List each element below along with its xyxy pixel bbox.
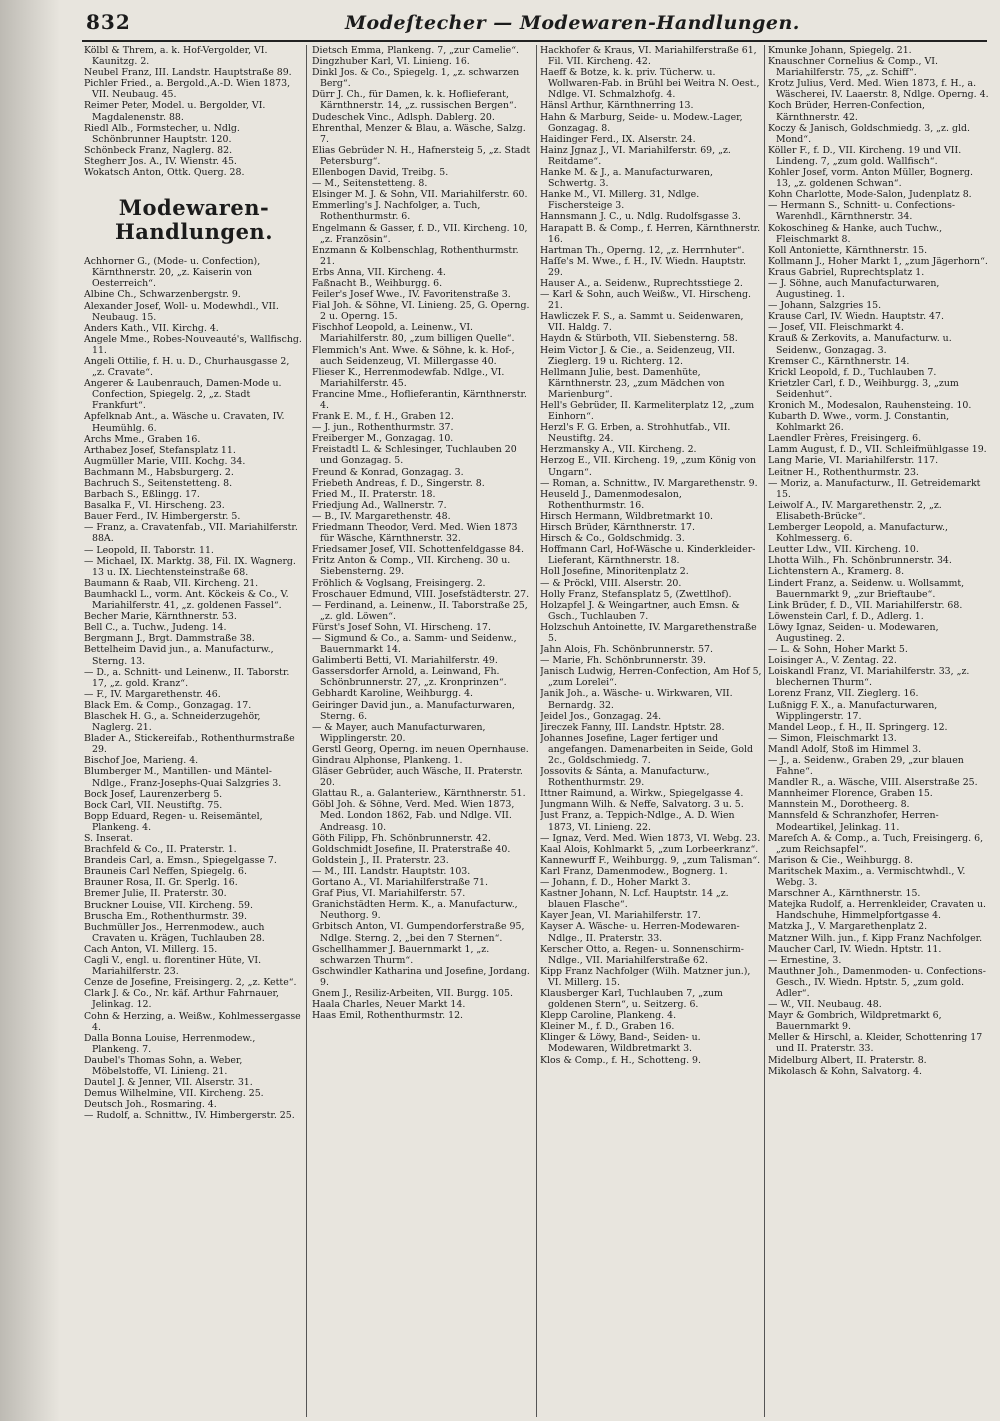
directory-entry: Goldstein J., II. Praterstr. 23. (312, 854, 449, 866)
directory-entry: Ittner Raimund, a. Wirkw., Spiegelgasse 4. (540, 788, 744, 800)
directory-entry: Dinkl Jos. & Co., Spiegelg. 1, „z. schwarzen Berg“. (312, 67, 520, 90)
directory-entry: Gebhardt Karoline, Weihburgg. 4. (312, 688, 474, 700)
directory-entry: — & Mayer, auch Manufacturwaren, Wipplingerstr. 20. (312, 721, 486, 744)
directory-entry: Gassersdorfer Arnold, a. Leinwand, Fh. Schönbrunnerstr. 27, „z. Kronprinzen“. (312, 666, 507, 689)
directory-entry: — Michael, IX. Marktg. 38, Fil. IX. Wagnerg. 13 u. IX. Liechtensteinstraße 68. (84, 555, 296, 578)
directory-entry: Brandeis Carl, a. Emsn., Spiegelgasse 7. (84, 855, 277, 867)
directory-entry: Angeli Ottilie, f. H. u. D., Churhausgasse 2, „z. Cravate“. (84, 355, 290, 379)
directory-entry: Grbitsch Anton, VI. Gumpendorferstraße 95, Ndlge. Sterng. 2, „bei den 7 Sternen“. (312, 921, 525, 944)
directory-entry: — & Pröckl, VIII. Alserstr. 20. (540, 577, 682, 589)
directory-entry: Dietsch Emma, Plankeng. 7, „zur Camelie“. (312, 45, 519, 56)
directory-entry: Archs Mme., Graben 16. (84, 433, 201, 445)
directory-entry: Göbl Joh. & Söhne, Verd. Med. Wien 1873, Med. London 1862, Fab. und Ndlge. VII. Andreasg. 10. (312, 799, 515, 833)
column-divider (306, 45, 307, 1417)
directory-entry: Kleiner M., f. D., Graben 16. (540, 1021, 675, 1033)
directory-entry: Holly Franz, Stefansplatz 5, (Zwettlhof). (540, 588, 732, 600)
directory-entry: — Roman, a. Schnittw., IV. Margarethenstr. 9. (540, 477, 758, 489)
directory-entry: — F., IV. Margarethenstr. 46. (84, 688, 221, 700)
directory-entry: Anders Kath., VII. Kirchg. 4. (84, 322, 219, 334)
directory-entry: Hirsch Brüder, Kärnthnerstr. 17. (540, 522, 695, 534)
directory-entry: Koczy & Janisch, Goldschmiedg. 3, „z. gld. Mond“. (768, 122, 970, 145)
directory-entry: Herzmansky A., VII. Kircheng. 2. (540, 444, 697, 456)
directory-entry: Brauner Rosa, II. Gr. Sperlg. 16. (84, 877, 238, 889)
directory-entry: — M., Seitenstetteng. 8. (312, 178, 428, 190)
directory-entry: Heim Victor J. & Cie., a. Seidenzeug, VII. Zieglerg. 19 u. Richterg. 12. (540, 344, 736, 367)
directory-entry: Krietzler Carl, f. D., Weihburgg. 3, „zum Seidenhut“. (768, 377, 959, 400)
directory-entry: Meller & Hirschl, a. Kleider, Schottenring 17 und II. Praterstr. 33. (768, 1032, 983, 1055)
directory-entry: — Rudolf, a. Schnittw., IV. Himbergerstr. 25. (84, 1110, 295, 1122)
directory-entry: Hainz Jgnaz J., VI. Mariahilferstr. 69, „z. Reitdame“. (540, 144, 731, 167)
directory-entry: Cohn & Herzing, a. Weißw., Kohlmessergasse 4. (84, 1010, 301, 1033)
directory-entry: Feiler's Josef Wwe., IV. Favoritenstraße 3. (312, 289, 511, 301)
directory-entry: Mandler R., a. Wäsche, VIII. Alserstraße 25. (768, 777, 978, 789)
directory-entry: — Hermann S., Schnitt- u. Confections-Warenhdl., Kärnthnerstr. 34. (768, 200, 956, 223)
directory-entry: Jireczek Fanny, III. Landstr. Hptstr. 28. (540, 721, 725, 733)
directory-entry: Kaal Alois, Kohlmarkt 5, „zum Lorbeerkranz“. (540, 843, 759, 855)
directory-entry: Angele Mme., Robes-Nouveauté's, Wallfischg. 11. (84, 333, 302, 356)
directory-entry: Freistadtl L. & Schlesinger, Tuchlauben 20 und Gonzagag. 5. (312, 444, 517, 467)
directory-entry: — Johann, f. D., Hoher Markt 3. (540, 877, 691, 889)
directory-entry: Freiberger M., Gonzagag. 10. (312, 433, 454, 445)
directory-entry: Haas Emil, Rothenthurmstr. 12. (312, 1010, 464, 1022)
directory-entry: Midelburg Albert, II. Praterstr. 8. (768, 1054, 927, 1066)
directory-entry: Daubel's Thomas Sohn, a. Weber, Möbelstoffe, VI. Linieng. 21. (84, 1054, 243, 1077)
directory-entry: Arthabez Josef, Stefansplatz 11. (84, 444, 236, 456)
directory-entry: Hellmann Julie, best. Damenhüte, Kärnthnerstr. 23, „zum Mädchen von Marienburg“. (540, 366, 725, 400)
directory-entry: — Ignaz, Verd. Med. Wien 1873, VI. Webg. 23. (540, 832, 761, 844)
directory-entry: Fürst's Josef Sohn, VI. Hirscheng. 17. (312, 621, 491, 633)
directory-entry: Gindrau Alphonse, Plankeng. 1. (312, 755, 463, 766)
directory-entry: Leutter Ldw., VII. Kircheng. 10. (768, 544, 919, 556)
directory-entry: Dürr J. Ch., für Damen, k. k. Hoflieferant, Kärnthnerstr. 14, „z. russischen Bergen“. (312, 89, 517, 112)
directory-entry: Frank E. M., f. H., Graben 12. (312, 411, 454, 423)
directory-entry: Hirsch Hermann, Wildbretmarkt 10. (540, 510, 714, 522)
directory-entry: Alexander Josef, Woll- u. Modewhdl., VII. Neubaug. 15. (84, 300, 279, 323)
directory-entry: — Moriz, a. Manufacturw., II. Getreidemarkt 15. (768, 477, 981, 500)
directory-entry: Kraus Gabriel, Ruprechtsplatz 1. (768, 266, 925, 278)
directory-entry: Bock Carl, VII. Neustiftg. 75. (84, 799, 223, 811)
directory-entry: Gortano A., VI. Mariahilferstraße 71. (312, 877, 488, 889)
directory-entry: Friedjung Ad., Wallnerstr. 7. (312, 499, 447, 511)
directory-entry: Friedsamer Josef, VII. Schottenfeldgasse 84. (312, 544, 524, 556)
directory-entry: Bruckner Louise, VII. Kircheng. 59. (84, 899, 253, 911)
directory-entry: — J., a. Seidenw., Graben 29, „zur blauen Fahne“. (768, 755, 964, 778)
directory-entry: Bachmann M., Habsburgerg. 2. (84, 466, 234, 478)
directory-entry: Kipp Franz Nachfolger (Wilh. Matzner jun.), VI. Millerg. 15. (540, 965, 751, 988)
directory-entry: Loiskandl Franz, VI. Mariahilferstr. 33, „z. blechernen Thurm“. (768, 666, 970, 689)
running-head: Modeſtecher — Modewaren-Handlungen. (345, 12, 800, 34)
directory-entry: — Franz, a. Cravatenfab., VII. Mariahilferstr. 88A. (84, 522, 298, 545)
directory-entry: Graf Pius, VI. Mariahilferstr. 57. (312, 888, 466, 900)
directory-entry: Ehrenthal, Menzer & Blau, a. Wäsche, Salzg. 7. (312, 122, 526, 145)
directory-entry: Janik Joh., a. Wäsche- u. Wirkwaren, VII. Bernardg. 32. (540, 688, 733, 711)
directory-entry: Lhotta Wilh., Fh. Schönbrunnerstr. 34. (768, 555, 952, 567)
directory-entry: Herzl's F. G. Erben, a. Strohhutfab., VII. Neustiftg. 24. (540, 422, 731, 445)
directory-entry: Faßnacht B., Weihburgg. 6. (312, 277, 443, 289)
directory-entry: Krause Carl, IV. Wiedn. Hauptstr. 47. (768, 311, 944, 323)
directory-entry: Haydn & Stürboth, VII. Siebensterng. 58. (540, 333, 738, 345)
directory-entry: Francine Mme., Hoflieferantin, Kärnthnerstr. 4. (312, 388, 527, 411)
directory-entry: — Karl & Sohn, auch Weißw., VI. Hirscheng. 21. (540, 289, 752, 312)
directory-entry: Blader A., Stickereifab., Rothenthurmstraße 29. (84, 733, 295, 756)
directory-entry: Kremser C., Kärnthnerstr. 14. (768, 355, 910, 367)
directory-entry: Lang Marie, VI. Mariahilferstr. 117. (768, 455, 939, 467)
directory-entry: Lichtenstern A., Kramerg. 8. (768, 566, 905, 578)
directory-entry: Ellenbogen David, Treibg. 5. (312, 167, 449, 179)
directory-entry: Koch Brüder, Herren-Confection, Kärnthnerstr. 42. (768, 100, 926, 123)
directory-entry: Brachfeld & Co., II. Praterstr. 1. (84, 844, 237, 856)
directory-entry: Lemberger Leopold, a. Manufacturw., Kohlmesserg. 6. (768, 522, 949, 545)
directory-entry: Deutsch Joh., Rosmaring. 4. (84, 1099, 217, 1111)
directory-entry: Matzka J., V. Margarethenplatz 2. (768, 921, 928, 933)
directory-entry: Hartman Th., Operng. 12, „z. Herrnhuter“. (540, 244, 745, 256)
directory-entry: Kohler Josef, vorm. Anton Müller, Bognerg. 13, „z. goldenen Schwan“. (768, 167, 973, 190)
directory-entry: Mannstein M., Dorotheerg. 8. (768, 799, 910, 811)
directory-entry: Geiringer David jun., a. Manufacturwaren, Sterng. 6. (312, 699, 515, 722)
directory-entry: Hannsmann J. C., u. Ndlg. Rudolfsgasse 3. (540, 211, 741, 223)
directory-entry: Angerer & Laubenrauch, Damen-Mode u. Confection, Spiegelg. 2, „z. Stadt Frankfurt“. (84, 378, 282, 412)
directory-entry: Brauneis Carl Neffen, Spiegelg. 6. (84, 866, 247, 878)
directory-entry: Cagli V., engl. u. florentiner Hüte, VI. Mariahilferstr. 23. (84, 955, 262, 978)
directory-entry: Goldschmidt Josefine, II. Praterstraße 40. (312, 843, 511, 855)
directory-entry: Riedl Alb., Formstecher, u. Ndlg. Schönbrunner Hauptstr. 120. (84, 122, 240, 145)
directory-entry: Klos & Comp., f. H., Schotteng. 9. (540, 1054, 702, 1066)
directory-entry: Enzmann & Kolbenschlag, Rothenthurmstr. 21. (312, 244, 519, 267)
directory-entry: Kronich M., Modesalon, Rauhensteing. 10. (768, 400, 972, 411)
directory-entry: Hänsl Arthur, Kärnthnerring 13. (540, 100, 694, 112)
directory-entry: Engelmann & Gasser, f. D., VII. Kircheng. 10, „z. Französin“. (312, 222, 528, 245)
directory-entry: Hell's Gebrüder, II. Karmeliterplatz 12, „zum Einhorn“. (540, 400, 755, 423)
directory-entry: Augmüller Marie, VIII. Kochg. 34. (84, 455, 246, 467)
directory-entry: Albine Ch., Schwarzenbergstr. 9. (84, 289, 241, 301)
directory-entry: Mauthner Joh., Damenmoden- u. Confections-Gesch., IV. Wiedn. Hptstr. 5, „zum gold. Adler“. (768, 965, 986, 999)
column-4 (768, 45, 990, 1417)
directory-entry: Lorenz Franz, VII. Zieglerg. 16. (768, 688, 919, 700)
directory-entry: Karl Franz, Damenmodew., Bognerg. 1. (540, 865, 728, 877)
directory-entry: Blaschek H. G., a. Schneiderzugehör, Naglerg. 21. (84, 710, 261, 734)
directory-entry: — Marie, Fh. Schönbrunnerstr. 39. (540, 655, 706, 667)
directory-entry: Lußnigg F. X., a. Manufacturwaren, Wipplingerstr. 17. (768, 699, 938, 722)
directory-entry: Gschellhammer J. Bauernmarkt 1, „z. schwarzen Thurm“. (312, 943, 490, 966)
directory-entry: Neubel Franz, III. Landstr. Hauptstraße 89. (84, 67, 292, 79)
directory-entry: Mareſch A. & Comp., a. Tuch, Freisingerg. 6, „zum Reichsapfel“. (768, 832, 984, 855)
directory-entry: Leiwolf A., IV. Margarethenstr. 2, „z. Elisabeth-Brücke“. (768, 499, 942, 522)
directory-entry: Fritz Anton & Comp., VII. Kircheng. 30 u. Siebensterng. 29. (312, 555, 511, 578)
directory-entry: Jahn Alois, Fh. Schönbrunnerstr. 57. (540, 644, 714, 656)
directory-entry: Kollmann J., Hoher Markt 1, „zum Jägerhorn“. (768, 255, 988, 267)
directory-entry: — Josef, VII. Fleischmarkt 4. (768, 322, 904, 334)
directory-entry: Kokoschineg & Hanke, auch Tuchw., Fleischmarkt 8. (768, 222, 943, 245)
directory-entry: Mannsfeld & Schranzhofer, Herren-Modeartikel, Jelinkag. 11. (768, 810, 939, 833)
page-header (0, 0, 1000, 44)
directory-entry: Mikolasch & Kohn, Salvatorg. 4. (768, 1065, 923, 1077)
directory-entry: Dudeschek Vinc., Adlsph. Dablerg. 20. (312, 111, 495, 123)
directory-entry: Pichler Fried., a. Bergold.,A.-D. Wien 1873, VII. Neubaug. 45. (84, 78, 291, 101)
directory-entry: Kayser A. Wäsche- u. Herren-Modewaren-Ndlge., II. Praterstr. 33. (540, 921, 740, 944)
directory-entry: Klepp Caroline, Plankeng. 4. (540, 1010, 677, 1022)
directory-entry: Jeidel Jos., Gonzagag. 24. (540, 710, 662, 722)
directory-entry: Buchmüller Jos., Herrenmodew., auch Cravaten u. Krägen, Tuchlauben 28. (84, 921, 265, 944)
directory-entry: Hackhofer & Kraus, VI. Mariahilferstraße 61, Fil. VII. Kircheng. 42. (540, 45, 757, 68)
column-1 (84, 45, 304, 1417)
directory-entry: Haeff & Botze, k. k. priv. Tücherw. u. Wollwaren-Fab. in Brühl bei Weitra N. Oest., Ndlge. VI. Schmalzhofg. 4. (540, 67, 760, 101)
directory-entry: Holzapfel J. & Weingartner, auch Emsn. & Gsch., Tuchlauben 7. (540, 599, 740, 622)
column-divider (764, 45, 765, 1417)
directory-entry: Bremer Julie, II. Praterstr. 30. (84, 888, 227, 900)
directory-entry: Schönbeck Franz, Naglerg. 82. (84, 144, 233, 156)
directory-entry: Elsinger M. J. & Sohn, VII. Mariahilferstr. 60. (312, 189, 528, 201)
directory-entry: Hirsch & Co., Goldschmidg. 3. (540, 533, 685, 545)
directory-entry: Demus Wilhelmine, VII. Kircheng. 25. (84, 1088, 264, 1100)
directory-entry: Janisch Ludwig, Herren-Confection, Am Hof 5, „zum Lorelei“. (540, 666, 762, 689)
directory-entry: Flemmich's Ant. Wwe. & Söhne, k. k. Hof-, auch Seidenzeug, VI. Millergasse 40. (312, 344, 515, 367)
directory-entry: Löwenstein Carl, f. D., Adlerg. 1. (768, 610, 924, 622)
directory-entry: Bopp Eduard, Regen- u. Reisemäntel, Plankeng. 4. (84, 810, 263, 833)
directory-entry: Mandl Adolf, Stoß im Himmel 3. (768, 743, 922, 755)
directory-entry: Kölbl & Threm, a. k. Hof-Vergolder, VI. Kaunitzg. 2. (84, 45, 268, 68)
directory-entry: Kohn Charlotte, Mode-Salon, Judenplatz 8. (768, 189, 972, 201)
directory-entry: Fröhlich & Voglsang, Freisingerg. 2. (312, 577, 486, 589)
directory-entry: Marison & Cie., Weihburgg. 8. (768, 854, 914, 866)
directory-entry: Klinger & Löwy, Band-, Seiden- u. Modewaren, Wildbretmarkt 3. (540, 1032, 701, 1055)
directory-entry: Hawliczek F. S., a. Sammt u. Seidenwaren, VII. Haldg. 7. (540, 311, 744, 334)
directory-entry: Kerscher Otto, a. Regen- u. Sonnenschirm-Ndlge., VII. Mariahilferstraße 62. (540, 943, 744, 966)
directory-entry: Johannes Josefine, Lager fertiger und angefangen. Damenarbeiten in Seide, Gold 2c., Goldschmiedg. 7. (540, 732, 753, 766)
directory-entry: Froschauer Edmund, VIII. Josefstädterstr. 27. (312, 588, 530, 600)
header-rule (82, 40, 987, 42)
column-3 (540, 45, 762, 1417)
directory-entry: Heuseld J., Damenmodesalon, Rothenthurmstr. 16. (540, 488, 682, 511)
directory-entry: Granichstädten Herm. K., a. Manufacturw., Neuthorg. 9. (312, 899, 518, 922)
directory-entry: Baumann & Raab, VII. Kircheng. 21. (84, 577, 259, 589)
directory-entry: Haala Charles, Neuer Markt 14. (312, 999, 466, 1011)
directory-entry: — Johann, Salzgries 15. (768, 300, 882, 312)
directory-entry: Mayr & Gombrich, Wildpretmarkt 6, Bauernmarkt 9. (768, 1010, 942, 1033)
directory-entry: Friebeth Andreas, f. D., Singerstr. 8. (312, 477, 485, 489)
directory-entry: Reimer Peter, Model. u. Bergolder, VI. Magdalenenstr. 88. (84, 100, 266, 123)
directory-entry: — D., a. Schnitt- und Leinenw., II. Taborstr. 17, „z. gold. Kranz“. (84, 666, 290, 689)
directory-entry: — J. jun., Rothenthurmstr. 37. (312, 422, 454, 434)
directory-entry: — W., VII. Neubaug. 48. (768, 999, 882, 1011)
directory-entry: Erbs Anna, VII. Kircheng. 4. (312, 266, 446, 278)
directory-entry: Hoffmann Carl, Hof-Wäsche u. Kinderkleider-Lieferant, Kärnthnerstr. 18. (540, 544, 756, 567)
directory-entry: — Ernestine, 3. (768, 954, 842, 966)
directory-entry: Gschwindler Katharina und Josefine, Jordang. 9. (312, 965, 530, 988)
directory-entry: — L. & Sohn, Hoher Markt 5. (768, 644, 908, 656)
directory-entry: Bergmann J., Brgt. Dammstraße 38. (84, 633, 255, 645)
directory-entry: Glattau R., a. Galanteriew., Kärnthnerstr. 51. (312, 788, 526, 800)
directory-entry: Fried M., II. Praterstr. 18. (312, 488, 436, 500)
directory-entry: Laendler Frères, Freisingerg. 6. (768, 433, 922, 445)
directory-entry: Hauser A., a. Seidenw., Ruprechtsstiege 2. (540, 277, 743, 289)
directory-entry: Apfelknab Ant., a. Wäsche u. Cravaten, IV. Heumühlg. 6. (84, 411, 285, 434)
directory-entry: Baumhackl L., vorm. Ant. Köckeis & Co., V. Mariahilferstr. 41, „z. goldenen Fassel“. (84, 588, 289, 612)
directory-entry: Krickl Leopold, f. D., Tuchlauben 7. (768, 366, 937, 378)
directory-entry: Matejka Rudolf, a. Herrenkleider, Cravaten u. Handschuhe, Himmelpfortgasse 4. (768, 899, 986, 922)
directory-entry: — J. Söhne, auch Manufacturwaren, Augustineg. 1. (768, 277, 940, 301)
directory-entry: — Leopold, II. Taborstr. 11. (84, 544, 214, 556)
directory-entry: Kmunke Johann, Spiegelg. 21. (768, 45, 912, 56)
directory-entry: Link Brüder, f. D., VII. Mariahilferstr. 68. (768, 599, 963, 611)
directory-entry: Bruscha Em., Rothenthurmstr. 39. (84, 910, 247, 922)
directory-entry: Dalla Bonna Louise, Herrenmodew., Plankeng. 7. (84, 1032, 256, 1055)
directory-entry: Loisinger A., V. Zentag. 22. (768, 655, 897, 667)
directory-entry: Bischof Joe, Marieng. 4. (84, 755, 199, 767)
directory-entry: Koll Antoniette, Kärnthnerstr. 15. (768, 244, 928, 256)
directory-entry: Black Em. & Comp., Gonzagag. 17. (84, 699, 252, 711)
directory-entry: S. Inserat. (84, 833, 133, 844)
directory-entry: Fial Joh. & Söhne, VI. Linieng. 25, G. Operng. 2 u. Operng. 15. (312, 300, 530, 323)
directory-entry: Maucher Carl, IV. Wiedn. Hptstr. 11. (768, 943, 942, 955)
directory-entry: Gnem J., Resiliz-Arbeiten, VII. Burgg. 105. (312, 987, 513, 999)
directory-entry: Freund & Konrad, Gonzagag. 3. (312, 466, 464, 478)
directory-entry: Lamm August, f. D., VII. Schleifmühlgasse 19. (768, 444, 987, 456)
directory-entry: Cach Anton, VI. Millerg. 15. (84, 943, 218, 955)
directory-entry: Bachruch S., Seitenstetteng. 8. (84, 478, 233, 489)
directory-entry: Marschner A., Kärnthnerstr. 15. (768, 888, 921, 900)
directory-entry: Dingzhuber Karl, VI. Linieng. 16. (312, 56, 470, 68)
directory-entry: Blumberger M., Mantillen- und Mäntel-Ndlge., Franz-Josephs-Quai Salzgries 3. (84, 766, 282, 789)
directory-entry: Bauer Ferd., IV. Himbergerstr. 5. (84, 511, 241, 523)
directory-entry: Bell C., a. Tuchw., Judeng. 14. (84, 622, 227, 634)
directory-entry: Kayer Jean, VI. Mariahilferstr. 17. (540, 910, 701, 922)
directory-entry: Galimberti Betti, VI. Mariahilferstr. 49. (312, 655, 498, 667)
directory-entry: Fischhof Leopold, a. Leinenw., VI. Mariahilferstr. 80, „zum billigen Quelle“. (312, 322, 515, 345)
directory-entry: Bettelheim David jun., a. Manufacturw., Sterng. 13. (84, 644, 274, 667)
directory-entry: Mandel Leop., f. H., II. Springerg. 12. (768, 721, 948, 733)
directory-entry: Matzner Wilh. jun., f. Kipp Franz Nachfolger. (768, 932, 983, 944)
directory-entry: — B., IV. Margarethenstr. 48. (312, 510, 451, 522)
directory-entry: — M., III. Landstr. Hauptstr. 103. (312, 865, 471, 877)
directory-entry: Gläser Gebrüder, auch Wäsche, II. Praterstr. 20. (312, 766, 523, 789)
page-number: 832 (86, 10, 131, 34)
directory-entry: Basalka F., VI. Hirscheng. 23. (84, 500, 225, 512)
directory-entry: Knauschner Cornelius & Comp., VI. Mariahilferstr. 75, „z. Schiff“. (768, 56, 938, 79)
directory-entry: Köller F., f. D., VII. Kircheng. 19 und VII. Lindeng. 7, „zum gold. Wallfisch“. (768, 144, 962, 167)
directory-entry: Lindert Franz, a. Seidenw. u. Wollsammt, Bauernmarkt 9, „zur Brieftaube“. (768, 577, 965, 600)
directory-entry: Haſſe's M. Wwe., f. H., IV. Wiedn. Hauptstr. 29. (540, 255, 746, 278)
directory-entry: Löwy Ignaz, Seiden- u. Modewaren, Augustineg. 2. (768, 621, 939, 644)
directory-entry: Bock Josef, Laurenzerberg 5. (84, 788, 223, 800)
directory-entry: Hanke M. & J., a. Manufacturwaren, Schwertg. 3. (540, 167, 713, 190)
directory-entry: Emmerling's J. Nachfolger, a. Tuch, Rothenthurmstr. 6. (312, 200, 481, 223)
directory-entry: Harapatt B. & Comp., f. Herren, Kärnthnerstr. 16. (540, 222, 761, 245)
directory-entry: Dautel J. & Jenner, VII. Alserstr. 31. (84, 1077, 253, 1089)
page-gutter-shadow (0, 0, 60, 1421)
directory-entry: Haidinger Ferd., IX. Alserstr. 24. (540, 133, 696, 145)
directory-entry: Leitner H., Rothenthurmstr. 23. (768, 466, 919, 478)
directory-entry: Just Franz, a. Teppich-Ndlge., A. D. Wien 1873, VI. Linieng. 22. (540, 810, 735, 833)
directory-entry: Mannheimer Florence, Graben 15. (768, 788, 933, 800)
directory-entry: Göth Filipp, Fh. Schönbrunnerstr. 42. (312, 832, 491, 844)
directory-entry: Jungmann Wilh. & Neffe, Salvatorg. 3 u. 5. (540, 799, 744, 811)
column-divider (536, 45, 537, 1417)
directory-entry: — Sigmund & Co., a. Samm- und Seidenw., Bauernmarkt 14. (312, 632, 517, 656)
directory-entry: — Ferdinand, a. Leinenw., II. Taborstraße 25, „z. gld. Löwen“. (312, 599, 528, 622)
directory-entry: Achhorner G., (Mode- u. Confection), Kärnthnerstr. 20, „z. Kaiserin von Oesterreich“. (84, 256, 261, 290)
directory-entry: Krauß & Zerkovits, a. Manufacturw. u. Seidenw., Gonzagag. 3. (768, 333, 952, 356)
directory-entry: Kannewurff F., Weihburgg. 9, „zum Talisman“. (540, 854, 761, 866)
directory-entry: Barbach S., Eßlingg. 17. (84, 489, 200, 501)
directory-entry: Krotz Julius, Verd. Med. Wien 1873, f. H., a. Wäscherei, IV. Laaerstr. 8, Ndlge. Operng. 4. (768, 78, 989, 101)
directory-entry: — Simon, Fleischmarkt 13. (768, 732, 897, 744)
directory-entry: Stegherr Jos. A., IV. Wienstr. 45. (84, 155, 237, 167)
directory-entry: Holzschuh Antoinette, IV. Margarethenstraße 5. (540, 621, 757, 644)
directory-entry: Elias Gebrüder N. H., Hafnersteig 5, „z. Stadt Petersburg“. (312, 144, 531, 167)
directory-entry: Kubarth D. Wwe., vorm. J. Constantin, Kohlmarkt 26. (768, 411, 950, 434)
directory-entry: Jossovits & Sánta, a. Manufacturw., Rothenthurmstr. 29. (540, 766, 710, 789)
directory-entry: Klausberger Karl, Tuchlauben 7, „zum goldenen Stern“, u. Seitzerg. 6. (540, 987, 723, 1011)
directory-entry: Wokatsch Anton, Ottk. Querg. 28. (84, 167, 245, 179)
directory-entry: Clark J. & Co., Nr. käf. Arthur Fahrnauer, Jelinkag. 12. (84, 988, 279, 1011)
directory-entry: Flieser K., Herrenmodewfab. Ndlge., VI. Mariahilferstr. 45. (312, 366, 505, 389)
directory-entry: Gerstl Georg, Operng. im neuen Opernhause. (312, 743, 529, 755)
directory-entry: Hahn & Marburg, Seide- u. Modew.-Lager, Gonzagag. 8. (540, 111, 743, 134)
directory-entry: Maritschek Maxim., a. Vermischtwhdl., V. Webg. 3. (768, 865, 966, 889)
directory-entry: Holl Josefine, Minoritenplatz 2. (540, 566, 689, 578)
directory-entry: Friedmann Theodor, Verd. Med. Wien 1873 für Wäsche, Kärnthnerstr. 32. (312, 522, 518, 545)
directory-entry: Hanke M., VI. Millerg. 31, Ndlge. Fischersteige 3. (540, 189, 700, 212)
section-title: Modewaren-Handlungen. (114, 195, 274, 245)
directory-entry: Herzog E., VII. Kircheng. 19, „zum König von Ungarn“. (540, 455, 756, 478)
directory-entry: Kastner Johann, N. Lcf. Hauptstr. 14 „z. blauen Flasche“. (540, 888, 729, 911)
column-2 (312, 45, 534, 1417)
directory-entry: Cenze de Josefine, Freisingerg. 2, „z. Kette“. (84, 977, 297, 989)
directory-entry: Becher Marie, Kärnthnerstr. 53. (84, 611, 237, 623)
